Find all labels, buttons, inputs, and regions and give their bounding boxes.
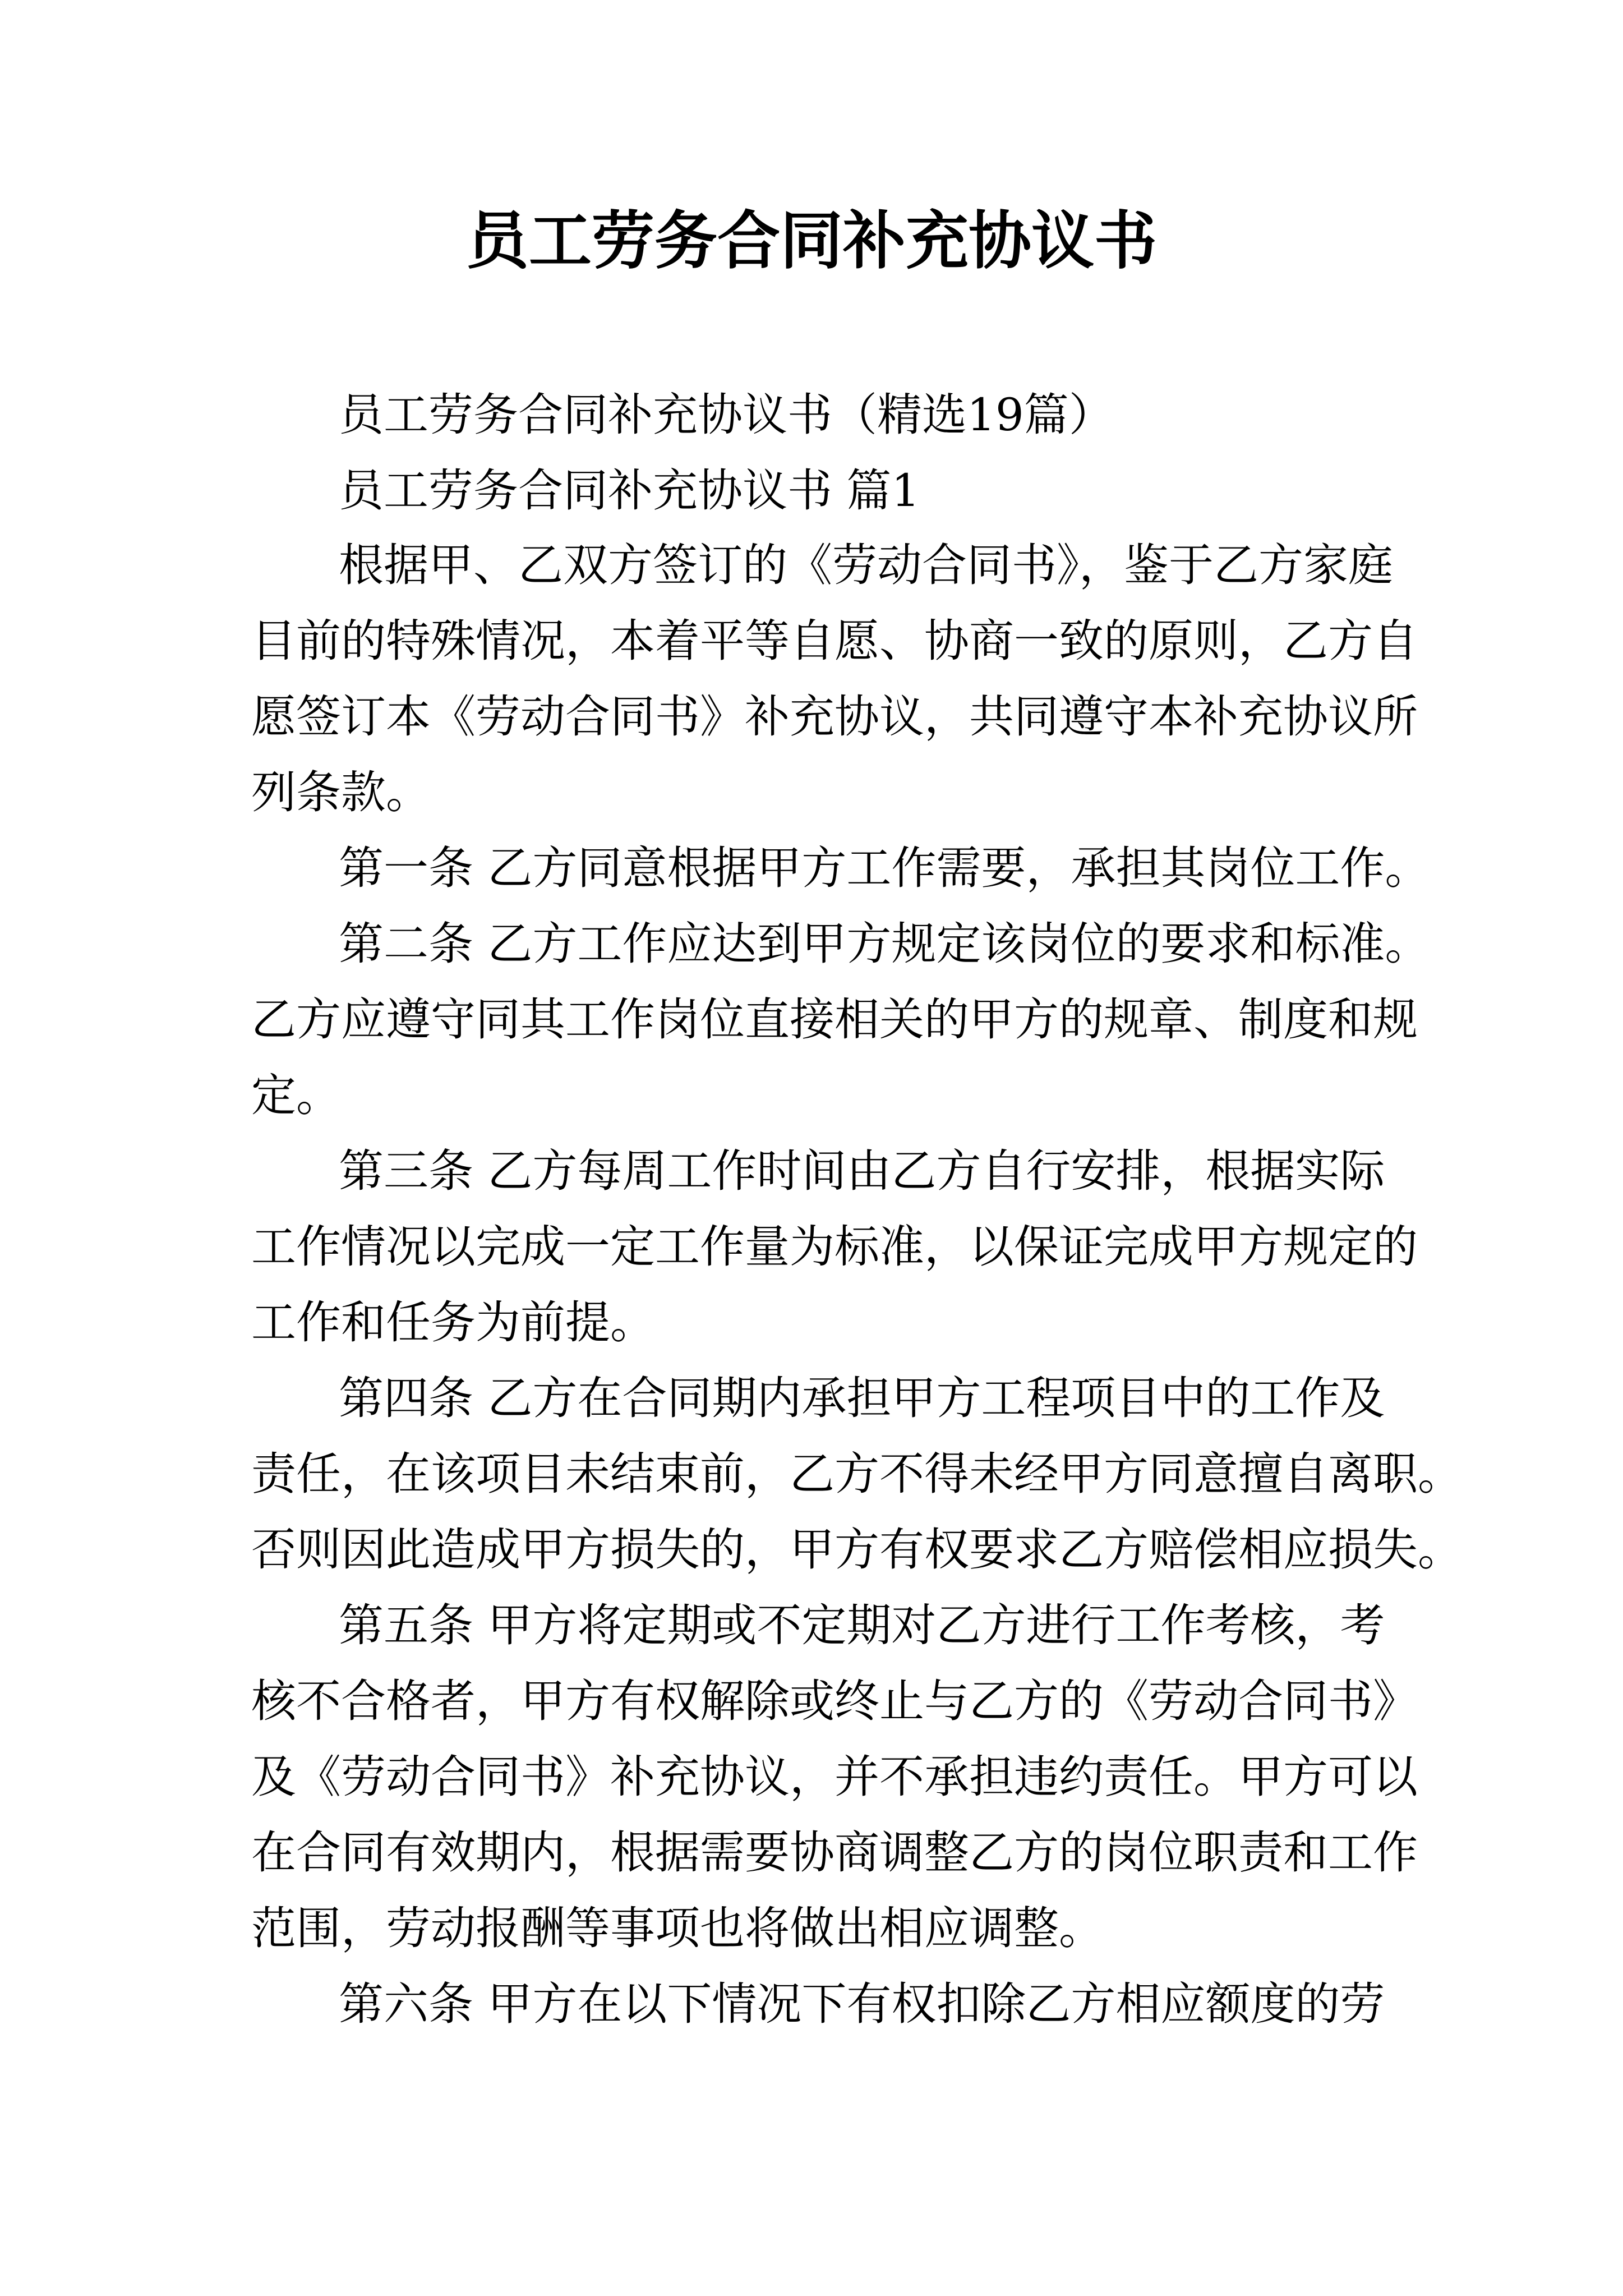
paragraph-line: 目前的特殊情况，本着平等自愿、协商一致的原则，乙方自	[251, 615, 1418, 667]
paragraph-line: 根据甲、乙双方签订的《劳动合同书》，鉴于乙方家庭	[339, 539, 1393, 591]
clause-4-line: 第四条 乙方在合同期内承担甲方工程项目中的工作及	[339, 1372, 1385, 1424]
clause-4-line: 否则因此造成甲方损失的，甲方有权要求乙方赔偿相应损失。	[251, 1524, 1463, 1576]
clause-3-line: 工作情况以完成一定工作量为标准，以保证完成甲方规定的	[251, 1221, 1418, 1273]
clause-2-line: 第二条 乙方工作应达到甲方规定该岗位的要求和标准。	[339, 918, 1430, 970]
clause-5-line: 第五条 甲方将定期或不定期对乙方进行工作考核，考	[339, 1599, 1385, 1651]
clause-4-line: 责任，在该项目未结束前，乙方不得未经甲方同意擅自离职。	[251, 1448, 1463, 1500]
section-heading: 员工劳务合同补充协议书 篇1	[339, 464, 920, 517]
clause-1-line: 第一条 乙方同意根据甲方工作需要，承担其岗位工作。	[339, 842, 1430, 894]
document-title: 员工劳务合同补充协议书	[466, 204, 1157, 278]
clause-5-line: 核不合格者，甲方有权解除或终止与乙方的《劳动合同书》	[251, 1675, 1418, 1727]
clause-5-line: 范围，劳动报酬等事项也将做出相应调整。	[251, 1902, 1104, 1954]
clause-3-line: 第三条 乙方每周工作时间由乙方自行安排，根据实际	[339, 1145, 1385, 1197]
clause-3-line: 工作和任务为前提。	[251, 1296, 655, 1349]
paragraph-line: 列条款。	[251, 766, 431, 818]
clause-6-line: 第六条 甲方在以下情况下有权扣除乙方相应额度的劳	[339, 1978, 1385, 2030]
clause-2-line: 定。	[251, 1069, 341, 1121]
clause-2-line: 乙方应遵守同其工作岗位直接相关的甲方的规章、制度和规	[251, 993, 1418, 1046]
clause-5-line: 及《劳动合同书》补充协议，并不承担违约责任。甲方可以	[251, 1751, 1418, 1803]
subtitle-line: 员工劳务合同补充协议书（精选19篇）	[339, 389, 1114, 441]
clause-5-line: 在合同有效期内，根据需要协商调整乙方的岗位职责和工作	[251, 1826, 1418, 1879]
paragraph-line: 愿签订本《劳动合同书》补充协议，共同遵守本补充协议所	[251, 691, 1418, 743]
